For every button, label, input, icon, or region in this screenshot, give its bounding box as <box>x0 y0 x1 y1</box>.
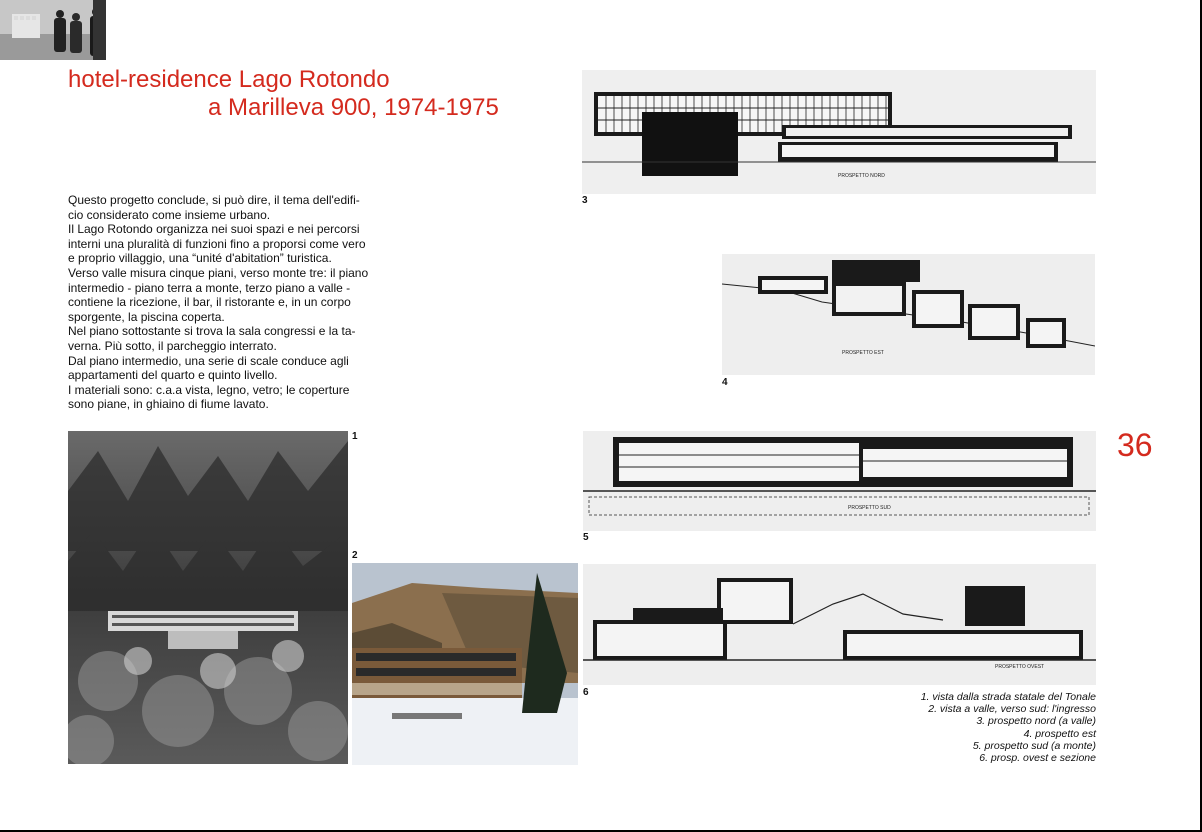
body-line: e proprio villaggio, una “unité d'abitation” turistica. <box>68 251 332 266</box>
body-line: Nel piano sottostante si trova la sala congressi e la ta- <box>68 324 356 339</box>
caption-1: 1. vista dalla strada statale del Tonale <box>920 691 1096 703</box>
figure-number-2: 2 <box>352 550 358 561</box>
drawing-prospetto-nord <box>582 70 1096 194</box>
body-text <box>68 193 418 412</box>
figure-number-4: 4 <box>722 377 728 388</box>
photo-forest-view <box>68 431 348 764</box>
caption-2: 2. vista a valle, verso sud: l'ingresso <box>928 703 1096 716</box>
figure-number-1: 1 <box>352 431 358 442</box>
body-line: Verso valle misura cinque piani, verso monte tre: il piano <box>68 265 369 280</box>
title-line-2: a Marilleva 900, 1974-1975 <box>208 94 499 121</box>
caption-5: 5. prospetto sud (a monte) <box>972 739 1096 752</box>
drawing-prospetto-ovest-sezione <box>583 564 1096 685</box>
caption-3: 3. prospetto nord (a valle) <box>976 715 1096 728</box>
body-line: Dal piano intermedio, una serie di scale conduce agli <box>68 353 349 368</box>
title-line-1: hotel-residence Lago Rotondo <box>68 66 390 93</box>
body-line: I materiali sono: c.a.a vista, legno, vetro; le coperture <box>68 382 350 397</box>
body-line: contiene la ricezione, il bar, il ristorante e, in un corpo <box>68 295 351 310</box>
photo-valley-entrance <box>352 563 578 765</box>
drawing-prospetto-est <box>722 254 1095 375</box>
drawing-prospetto-sud <box>583 431 1096 531</box>
figure-number-6: 6 <box>583 687 589 698</box>
logo-photo <box>0 0 106 60</box>
drawing-label-4: PROSPETTO EST <box>842 350 884 356</box>
figure-number-3: 3 <box>582 195 588 206</box>
body-line: Il Lago Rotondo organizza nei suoi spazi e nei percorsi <box>68 222 360 237</box>
body-line: sporgente, la piscina coperta. <box>68 309 225 324</box>
body-line: verna. Più sotto, il parcheggio interrato. <box>68 338 277 353</box>
drawing-label-6: PROSPETTO OVEST <box>995 664 1045 670</box>
body-line: intermedio - piano terra a monte, terzo piano a valle - <box>68 280 351 295</box>
body-line: Questo progetto conclude, si può dire, il tema dell'edifi- <box>68 193 360 207</box>
drawing-label-5: PROSPETTO SUD <box>848 505 891 511</box>
drawing-label-3: PROSPETTO NORD <box>838 173 885 179</box>
body-line: sono piane, in ghiaino di fiume lavato. <box>68 397 269 412</box>
caption-6: 6. prosp. ovest e sezione <box>979 752 1096 765</box>
body-line: appartamenti del quarto e quinto livello. <box>68 368 278 383</box>
body-line: interni una pluralità di funzioni fino a proporsi come vero <box>68 236 366 251</box>
figure-captions <box>921 691 1096 764</box>
caption-4: 4. prospetto est <box>1023 727 1096 740</box>
page-number: 36 <box>1117 427 1153 463</box>
figure-number-5: 5 <box>583 532 589 543</box>
body-line: cio considerato come insieme urbano. <box>68 207 271 222</box>
